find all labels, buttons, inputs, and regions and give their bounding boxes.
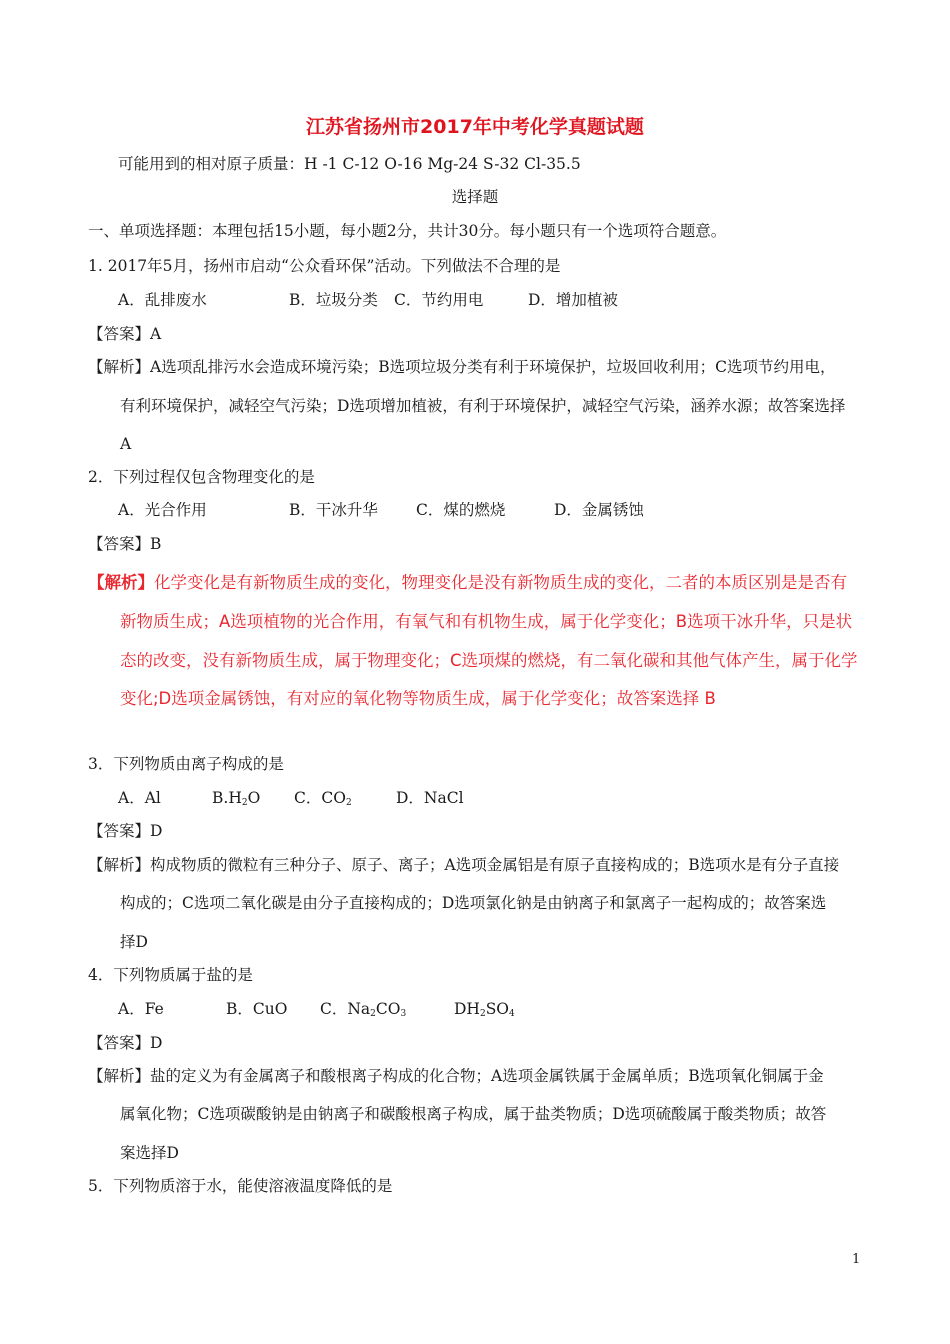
q4-option-a: A．Fe xyxy=(118,1000,164,1018)
q2-explanation-line1 xyxy=(88,573,847,593)
q2-option-b: B．干冰升华 xyxy=(289,501,378,519)
q3-option-b: $B.H_2O$ xyxy=(212,789,261,808)
q1-explanation-line3: A xyxy=(120,435,132,453)
q1-explanation-line2: 有利环境保护，减轻空气污染；D选项增加植被，有利于环境保护，减轻空气污染，涵养水源；故答案选择 xyxy=(120,397,846,415)
q4-explanation-line1: 【解析】盐的定义为有金属离子和酸根离子构成的化合物；A选项金属铁属于金属单质；B选项氧化铜属于金 xyxy=(88,1067,824,1085)
q3-option-c: C．$CO_2$ xyxy=(294,789,352,808)
q4-stem: 4．下列物质属于盐的是 xyxy=(88,966,253,984)
q2-explanation-text1: 化学变化是有新物质生成的变化，物理变化是没有新物质生成的变化，二者的本质区别是是否有 xyxy=(154,573,847,592)
q3-explanation-line1: 【解析】构成物质的微粒有三种分子、原子、离子；A选项金属铝是有原子直接构成的；B选项水是有分子直接 xyxy=(88,856,840,874)
q2-option-c: C．煤的燃烧 xyxy=(416,501,506,519)
atomic-masses: 可能用到的相对原子质量：H -1 C-12 O-16 Mg-24 S-32 Cl-35.5 xyxy=(118,155,581,173)
page-number: 1 xyxy=(852,1252,861,1267)
q1-option-b: B．垃圾分类 xyxy=(289,291,378,309)
q4-explanation-line3: 案选择D xyxy=(120,1144,179,1162)
q1-explanation-line1: 【解析】A选项乱排污水会造成环境污染；B选项垃圾分类有利于环境保护，垃圾回收利用；C选项节约用电， xyxy=(88,358,836,376)
part1-intro: 一、单项选择题：本理包括15小题，每小题2分，共计30分。每小题只有一个选项符合题意。 xyxy=(88,222,727,240)
q1-answer: 【答案】A xyxy=(88,325,162,343)
q4-option-d: $DH_2SO_4$ xyxy=(454,1000,515,1019)
q3-option-a: A．Al xyxy=(118,789,161,807)
q1-stem: 1. 2017年5月，扬州市启动“公众看环保”活动。下列做法不合理的是 xyxy=(88,257,561,275)
q2-explanation-line3: 态的改变，没有新物质生成，属于物理变化；C选项煤的燃烧，有二氧化碳和其他气体产生，属于化学 xyxy=(120,651,858,670)
q3-explanation-line3: 择D xyxy=(120,933,148,951)
q3-option-d: D．NaCl xyxy=(396,789,464,807)
q3-stem: 3．下列物质由离子构成的是 xyxy=(88,755,284,773)
q4-option-c: C．$Na_2CO_3$ xyxy=(320,1000,407,1019)
q2-stem: 2．下列过程仅包含物理变化的是 xyxy=(88,468,315,486)
q4-answer: 【答案】D xyxy=(88,1034,163,1052)
q1-option-c: C．节约用电 xyxy=(394,291,484,309)
q2-explanation-tag: 【解析】 xyxy=(88,573,154,592)
page-title: 江苏省扬州市2017年中考化学真题试题 xyxy=(306,116,644,138)
q2-explanation-line2: 新物质生成；A选项植物的光合作用，有氧气和有机物生成，属于化学变化；B选项干冰升华，只是状 xyxy=(120,612,853,631)
q3-answer: 【答案】D xyxy=(88,822,163,840)
q2-option-a: A．光合作用 xyxy=(118,501,207,519)
q5-stem: 5．下列物质溶于水，能使溶液温度降低的是 xyxy=(88,1177,393,1195)
q1-option-d: D．增加植被 xyxy=(528,291,618,309)
q2-answer: 【答案】B xyxy=(88,535,162,553)
q4-option-b: B．CuO xyxy=(226,1000,288,1018)
q2-option-d: D．金属锈蚀 xyxy=(554,501,644,519)
section-title: 选择题 xyxy=(451,188,499,206)
q3-explanation-line2: 构成的；C选项二氧化碳是由分子直接构成的；D选项氯化钠是由钠离子和氯离子一起构成的；故答案选 xyxy=(120,894,827,912)
q1-option-a: A．乱排废水 xyxy=(118,291,207,309)
q2-explanation-line4: 变化;D选项金属锈蚀，有对应的氧化物等物质生成，属于化学变化；故答案选择 B xyxy=(120,689,716,708)
q4-explanation-line2: 属氧化物；C选项碳酸钠是由钠离子和碳酸根离子构成，属于盐类物质；D选项硫酸属于酸类物质；故答 xyxy=(120,1105,827,1123)
